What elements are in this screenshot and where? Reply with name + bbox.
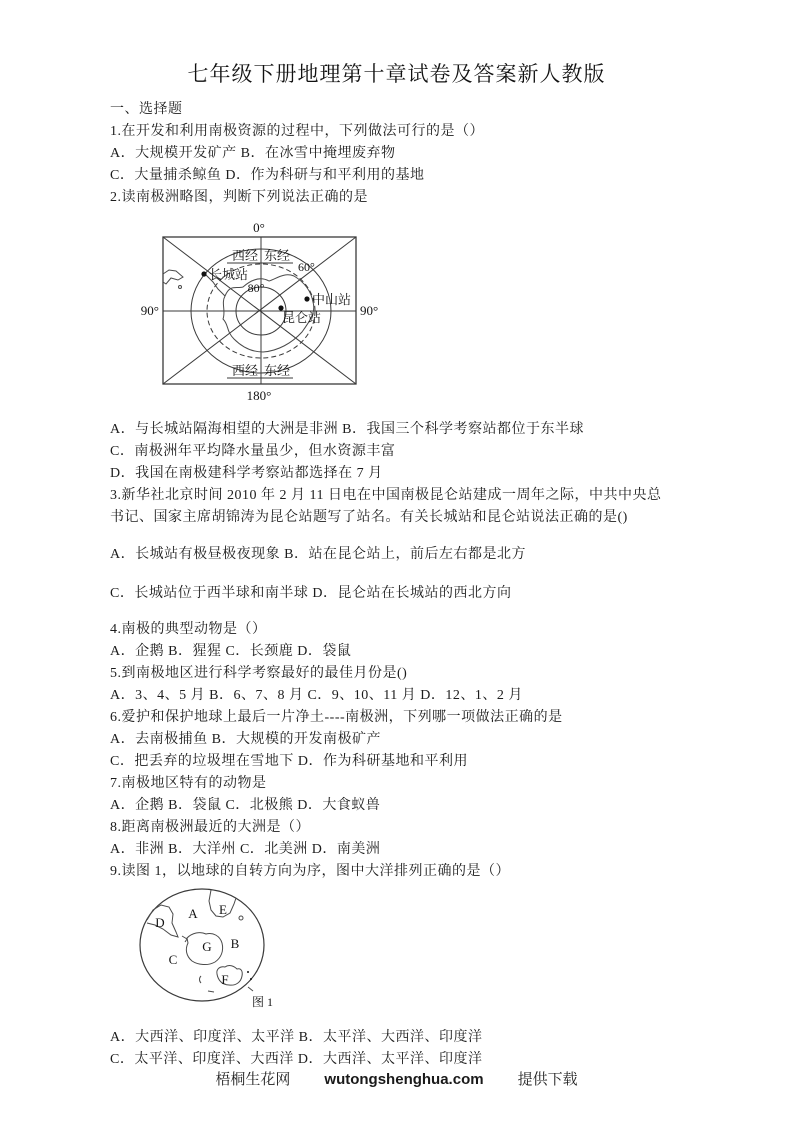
section-heading: 一、选择题 xyxy=(110,102,183,117)
page-footer xyxy=(0,1068,793,1089)
question-1-options-cd: C．大量捕杀鲸鱼 D．作为科研与和平利用的基地 xyxy=(110,168,425,183)
question-2-option-c: C．南极洲年平均降水量虽少，但水资源丰富 xyxy=(110,444,396,459)
ocean-label-c: C xyxy=(168,952,178,967)
question-6: 6.爱护和保护地球上最后一片净土----南极洲，下列哪一项做法正确的是 xyxy=(110,710,563,725)
island-dot xyxy=(247,971,249,973)
island-dot xyxy=(250,978,252,980)
question-7-options: A．企鹅 B．袋鼠 C．北极熊 D．大食蚁兽 xyxy=(110,798,381,813)
question-4: 4.南极的典型动物是（） xyxy=(110,622,267,637)
question-6-options-ab: A．去南极捕鱼 B．大规模的开发南极矿产 xyxy=(110,732,381,747)
zhongshan-station-label: 中山站 xyxy=(312,292,352,307)
changcheng-station-dot xyxy=(201,271,206,276)
question-8: 8.距离南极洲最近的大洲是（） xyxy=(110,820,310,835)
ocean-label-b: B xyxy=(230,936,240,951)
footer-site-url: wutongshenghua.com xyxy=(324,1071,484,1088)
label-180-degree: 180° xyxy=(246,388,272,403)
madagascar-islet xyxy=(239,916,243,920)
question-2: 2.读南极洲略图，判断下列说法正确的是 xyxy=(110,190,368,205)
question-3-line2: 书记、国家主席胡锦涛为昆仑站题写了站名。有关长城站和昆仑站说法正确的是() xyxy=(110,510,628,525)
question-8-options: A．非洲 B．大洋州 C．北美洲 D．南美洲 xyxy=(110,842,381,857)
continent-label-f: F xyxy=(221,972,229,987)
label-90-right: 90° xyxy=(360,303,379,318)
figure-caption: 图 1 xyxy=(252,995,274,1009)
kunlun-station-label: 昆仑站 xyxy=(282,310,322,325)
zhongshan-station-dot xyxy=(304,296,309,301)
continent-label-g: G xyxy=(202,939,212,954)
ocean-label-a: A xyxy=(188,906,198,921)
footer-site-name: 梧桐生花网 xyxy=(215,1072,291,1088)
islet xyxy=(179,286,182,289)
label-west-longitude-bottom: 西经 xyxy=(231,363,258,378)
label-90-left: 90° xyxy=(140,303,159,318)
question-9-options-ab: A．大西洋、印度洋、太平洋 B．太平洋、大西洋、印度洋 xyxy=(110,1030,483,1045)
question-1-options-ab: A．大规模开发矿产 B．在冰雪中掩埋废弃物 xyxy=(110,146,396,161)
question-3-line1: 3.新华社北京时间 2010 年 2 月 11 日电在中国南极昆仑站建成一周年之际，中共中央总 xyxy=(110,488,662,503)
question-4-options: A．企鹅 B．猩猩 C．长颈鹿 D．袋鼠 xyxy=(110,644,352,659)
question-2-option-d: D．我国在南极建科学考察站都选择在 7 月 xyxy=(110,466,383,481)
label-east-longitude-bottom: 东经 xyxy=(264,363,291,378)
label-west-longitude-top: 西经 xyxy=(231,248,258,263)
label-80-degree: 80° xyxy=(247,281,265,295)
question-7: 7.南极地区特有的动物是 xyxy=(110,776,267,791)
island-dash xyxy=(208,991,214,992)
label-0-degree: 0° xyxy=(253,220,265,235)
small-island-arc xyxy=(200,976,202,983)
question-2-options-ab: A．与长城站隔海相望的大洲是非洲 B．我国三个科学考察站都位于东半球 xyxy=(110,422,584,437)
document-title: 七年级下册地理第十章试卷及答案新人教版 xyxy=(187,62,606,86)
label-east-longitude-top: 东经 xyxy=(264,248,291,263)
question-5: 5.到南极地区进行科学考察最好的最佳月份是() xyxy=(110,666,408,681)
continent-label-e: E xyxy=(219,902,227,917)
question-3-options-ab: A．长城站有极昼极夜现象 B．站在昆仑站上，前后左右都是北方 xyxy=(110,547,526,562)
question-9: 9.读图 1，以地球的自转方向为序，图中大洋排列正确的是（） xyxy=(110,864,510,879)
new-zealand-mark xyxy=(248,987,253,991)
footer-download-label: 提供下载 xyxy=(517,1072,578,1088)
question-6-options-cd: C．把丢弃的垃圾埋在雪地下 D．作为科研基地和平利用 xyxy=(110,754,468,769)
question-1: 1.在开发和利用南极资源的过程中，下列做法可行的是（） xyxy=(110,124,484,139)
question-3-options-cd: C．长城站位于西半球和南半球 D．昆仑站在长城站的西北方向 xyxy=(110,586,512,601)
globe-figure xyxy=(130,883,310,1013)
changcheng-station-label: 长城站 xyxy=(209,267,249,282)
south-america-coast xyxy=(163,270,183,284)
question-9-options-cd: C．太平洋、印度洋、大西洋 D．大西洋、太平洋、印度洋 xyxy=(110,1052,483,1067)
label-60-degree: 60° xyxy=(298,260,315,274)
continent-label-d: D xyxy=(155,915,165,930)
question-5-options: A．3、4、5 月 B．6、7、8 月 C．9、10、11 月 D．12、1、2 月 xyxy=(110,688,523,703)
antarctic-peninsula-hook xyxy=(182,936,187,942)
antarctic-map-figure xyxy=(130,219,390,405)
question-list xyxy=(110,99,730,1071)
